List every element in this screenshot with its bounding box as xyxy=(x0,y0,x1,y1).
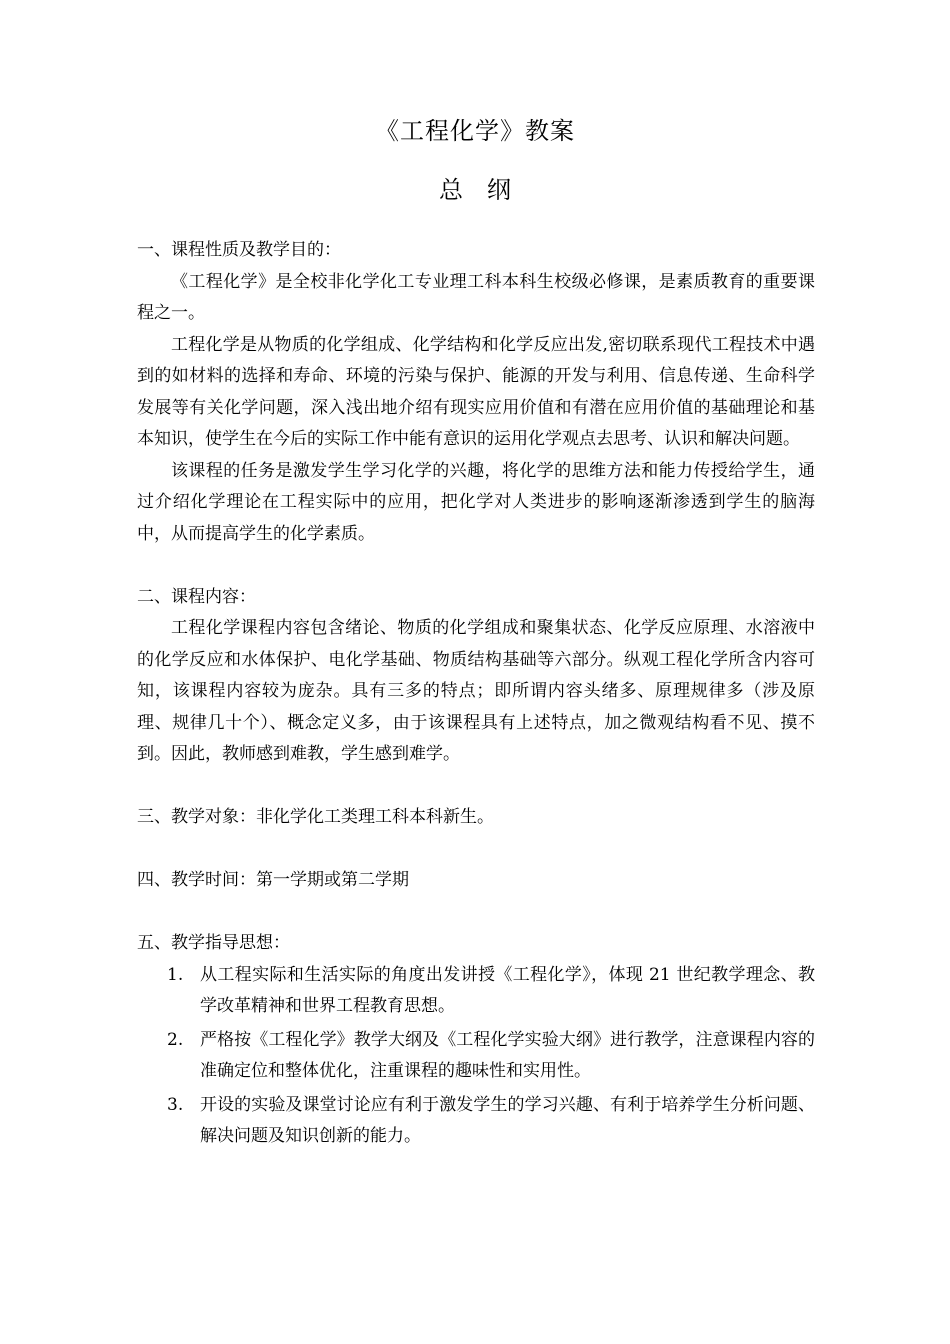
paragraph: 工程化学课程内容包含绪论、物质的化学组成和聚集状态、化学反应原理、水溶液中的化学反应和水体保护、电化学基础、物质结构基础等六部分。纵观工程化学所含内容可知，该课程内容较为庞杂。具有三多的特点；即所谓内容头绪多、原理规律多（涉及原理、规律几十个）、概念定义多，由于该课程具有上述特点，加之微观结构看不见、摸不到。因此，教师感到难教，学生感到难学。 xyxy=(137,618,815,764)
guidance-list xyxy=(137,960,815,1153)
list-item xyxy=(137,1025,815,1088)
section-heading: 三、教学对象：非化学化工类理工科本科新生。 xyxy=(137,807,494,827)
section-teaching-time xyxy=(137,865,815,897)
paragraph: 《工程化学》是全校非化学化工专业理工科本科生校级必修课，是素质教育的重要课程之一。 xyxy=(137,271,815,323)
section-heading: 二、课程内容： xyxy=(137,586,256,607)
paragraph: 工程化学是从物质的化学组成、化学结构和化学反应出发,密切联系现代工程技术中遇到的如材料的选择和寿命、环境的污染与保护、能源的开发与利用、信息传递、生命科学发展等有关化学问题，深入浅出地介绍有现实应用价值和有潜在应用价值的基础理论和基本知识，使学生在今后的实际工作中能有意识的运用化学观点去思考、认识和解决问题。 xyxy=(137,334,815,449)
list-item-text: 严格按《工程化学》教学大纲及《工程化学实验大纲》进行教学，注意课程内容的准确定位和整体优化，注重课程的趣味性和实用性。 xyxy=(200,1029,815,1081)
section-course-nature xyxy=(137,235,815,550)
spacer xyxy=(137,771,815,803)
spacer xyxy=(137,834,815,866)
list-item xyxy=(137,1090,815,1153)
paragraph: 该课程的任务是激发学生学习化学的兴趣，将化学的思维方法和能力传授给学生，通过介绍化学理论在工程实际中的应用，把化学对人类进步的影响逐渐渗透到学生的脑海中，从而提高学生的化学素质。 xyxy=(137,460,815,544)
section-heading: 一、课程性质及教学目的： xyxy=(137,240,341,260)
list-number: 2. xyxy=(167,1029,184,1050)
list-item xyxy=(137,960,815,1023)
list-number: 1. xyxy=(167,964,184,985)
document-subtitle: 总 纲 xyxy=(439,176,511,204)
section-teaching-target xyxy=(137,802,815,834)
list-item-text: 从工程实际和生活实际的角度出发讲授《工程化学》，体现 21 世纪教学理念、教学改革精神和世界工程教育思想。 xyxy=(200,964,815,1016)
document-body xyxy=(137,235,815,1155)
section-heading: 五、教学指导思想： xyxy=(137,933,290,953)
section-heading: 四、教学时间：第一学期或第二学期 xyxy=(137,870,409,890)
list-item-text: 开设的实验及课堂讨论应有利于激发学生的学习兴趣、有利于培养学生分析问题、解决问题及知识创新的能力。 xyxy=(200,1094,815,1146)
spacer xyxy=(137,550,815,582)
document-title: 《工程化学》教案 xyxy=(375,117,575,145)
spacer xyxy=(137,897,815,929)
list-number: 3. xyxy=(167,1094,184,1115)
section-course-content xyxy=(137,582,815,771)
section-teaching-guidance xyxy=(137,928,815,1153)
